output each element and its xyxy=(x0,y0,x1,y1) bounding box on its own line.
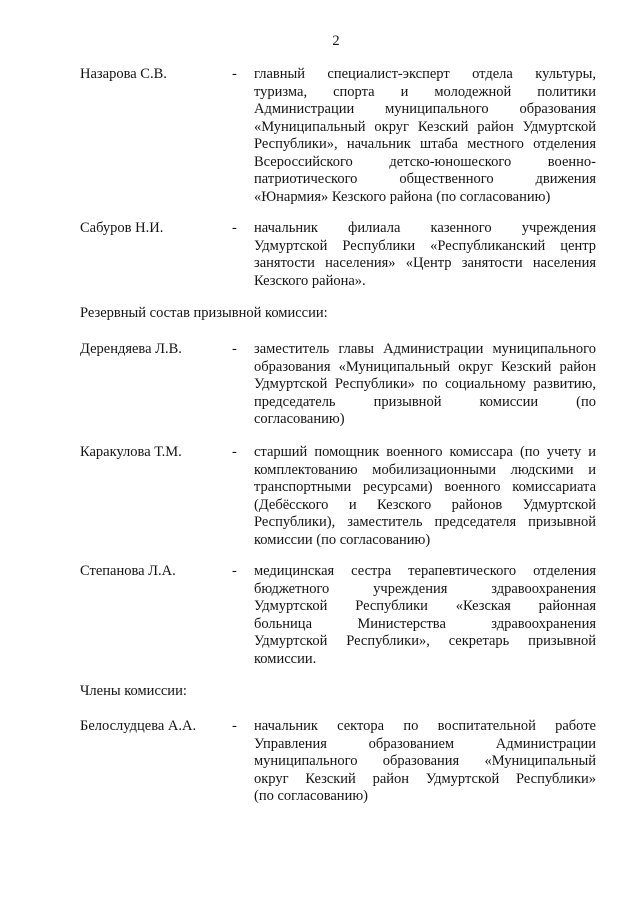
member-description xyxy=(254,718,596,806)
description-line: начальник филиала казенного учреждения xyxy=(254,220,596,236)
description-line: «Юнармия» Кезского района (по согласованию) xyxy=(254,188,551,205)
member-name: Дерендяева Л.В. xyxy=(80,341,182,357)
description-line: председатель призывной комиссии (по xyxy=(254,393,596,410)
description-line: комиссии. xyxy=(254,650,317,667)
member-name: Сабуров Н.И. xyxy=(80,220,164,236)
description-line: округ Кезский район Удмуртской Республики» xyxy=(254,770,596,787)
description-line: Республики», начальник штаба местного отделения xyxy=(254,136,596,152)
description-line: комплектованию мобилизационными людскими и xyxy=(254,461,596,478)
description-line: «Муниципальный округ Кезский район Удмуртской xyxy=(254,118,596,135)
member-description xyxy=(254,444,596,549)
dash-separator: - xyxy=(232,220,237,236)
description-line: бюджетного учреждения здравоохранения xyxy=(254,580,596,597)
description-line: начальник сектора по воспитательной работе xyxy=(254,718,596,734)
description-line: (по согласованию) xyxy=(254,788,368,804)
description-line: Удмуртской Республики» по социальному развитию, xyxy=(254,376,596,392)
dash-separator: - xyxy=(232,718,237,734)
description-line: согласованию) xyxy=(254,411,345,427)
description-line: Удмуртской Республики «Республиканский центр xyxy=(254,237,596,254)
description-line: Управления образованием Администрации xyxy=(254,735,596,752)
member-description xyxy=(254,66,596,206)
description-line: Администрации муниципального образования xyxy=(254,101,596,117)
member-name: Белослудцева А.А. xyxy=(80,718,197,734)
description-line: заместитель главы Администрации муниципального xyxy=(254,341,596,357)
description-line: главный специалист-эксперт отдела культуры, xyxy=(254,66,596,82)
dash-separator: - xyxy=(232,341,237,357)
description-line: патриотического общественного движения xyxy=(254,171,596,187)
description-line: Удмуртской Республики «Кезская районная xyxy=(254,598,596,614)
description-line: старший помощник военного комиссара (по учету и xyxy=(254,444,596,460)
member-description xyxy=(254,341,596,429)
description-line: транспортными ресурсами) военного комиссариата xyxy=(254,479,596,495)
description-line: больница Министерства здравоохранения xyxy=(254,615,596,632)
section-heading-reserve: Резервный состав призывной комиссии: xyxy=(80,305,328,321)
description-line: туризма, спорта и молодежной политики xyxy=(254,83,596,100)
description-line: медицинская сестра терапевтического отделения xyxy=(254,563,596,579)
page-number: 2 xyxy=(332,33,340,49)
description-line: (Дебёсского и Кезского районов Удмуртской xyxy=(254,496,596,513)
description-line: Республики), заместитель председателя призывной xyxy=(254,514,596,530)
dash-separator: - xyxy=(232,66,237,82)
description-line: образования «Муниципальный округ Кезский район xyxy=(254,358,596,375)
dash-separator: - xyxy=(232,563,237,579)
member-name: Назарова С.В. xyxy=(80,66,167,82)
member-description xyxy=(254,220,596,290)
section-heading-members: Члены комиссии: xyxy=(80,683,187,699)
member-name: Степанова Л.А. xyxy=(80,563,176,579)
description-line: занятости населения» «Центр занятости населения xyxy=(254,255,596,271)
description-line: Кезского района». xyxy=(254,272,366,289)
description-line: Удмуртской Республики», секретарь призывной xyxy=(254,633,596,649)
member-description xyxy=(254,563,596,668)
description-line: Всероссийского детско-юношеского военно- xyxy=(254,153,596,170)
description-line: комиссии (по согласованию) xyxy=(254,531,431,548)
dash-separator: - xyxy=(232,444,237,460)
member-name: Каракулова Т.М. xyxy=(80,444,182,460)
description-line: муниципального образования «Муниципальный xyxy=(254,753,596,769)
